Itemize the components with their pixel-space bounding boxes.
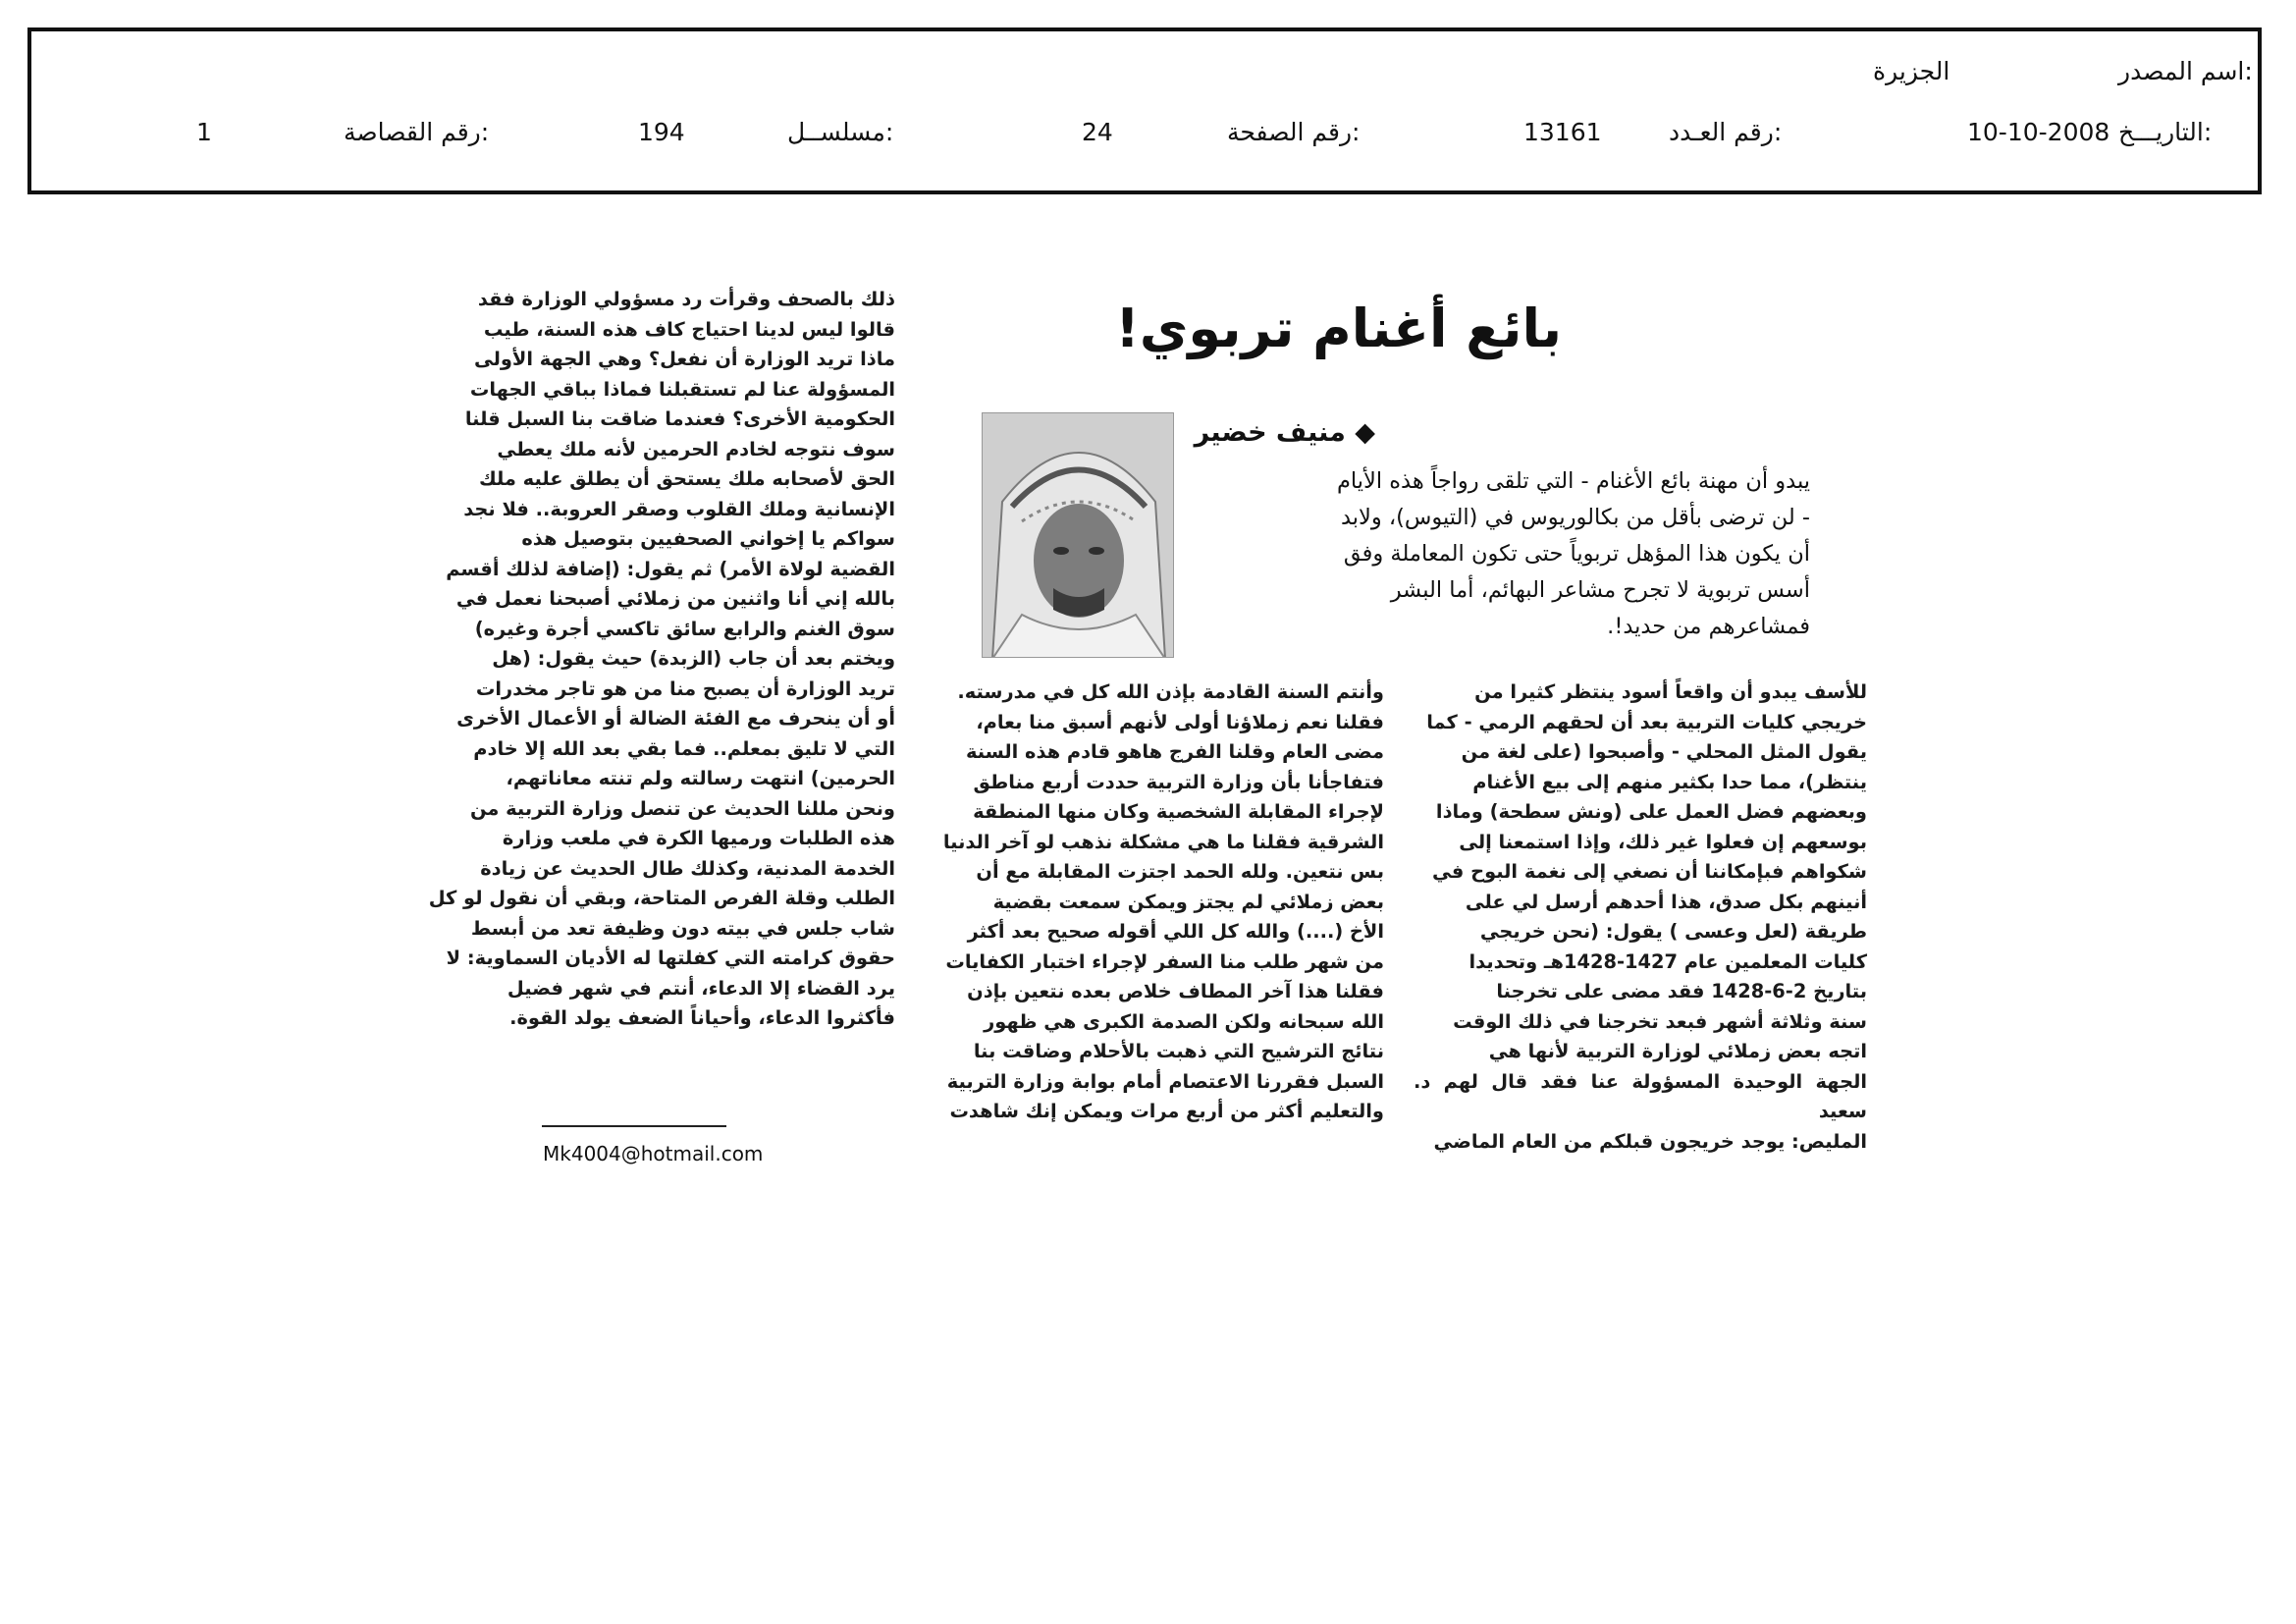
- column-line: الأخ (....) والله كل اللي أقوله صحيح بعد أكثر: [967, 920, 1384, 943]
- column-line: بالله إني أنا واثنين من زملائي أصبحنا نعمل في: [455, 587, 895, 610]
- clipping-label: رقم القصاصة:: [344, 118, 490, 146]
- column-line: أنينهم بكل صدق، هذا أحدهم أرسل لي على: [1465, 890, 1867, 913]
- column-line: سنة وثلاثة أشهر فبعد تخرجنا في ذلك الوقت: [1453, 1009, 1867, 1033]
- page-value: 24: [1082, 118, 1113, 146]
- column-line: شكواهم فبإمكاننا أن نصغي إلى نغمة البوح في: [1432, 860, 1867, 883]
- column-line: وبعضهم فضل العمل على (ونش سطحة) وماذا: [1435, 800, 1867, 823]
- column-line: يقول المثل المحلي - وأصبحوا (على لغة من: [1461, 740, 1867, 763]
- column-line: فتفاجأنا بأن وزارة التربية حددت أربع مناطق: [973, 770, 1384, 793]
- column-line: الشرقية فقلنا ما هي مشكلة نذهب لو آخر الدنيا: [942, 830, 1384, 853]
- column-line: ينتظر)، مما حدا بكثير منهم إلى بيع الأغنام: [1472, 770, 1867, 793]
- column-line: وأنتم السنة القادمة بإذن الله كل في مدرسته.: [957, 680, 1384, 703]
- author-byline: ◆ منيف خضير: [1194, 417, 1375, 448]
- intro-line: أسس تربوية لا تجرح مشاعر البهائم، أما البشر: [1390, 577, 1810, 603]
- date-label: التاريـــخ:: [2118, 118, 2213, 146]
- column-line: بعض زملائي لم يجتز ويمكن سمعت بقضية: [992, 890, 1384, 913]
- article-intro: [1207, 463, 1810, 645]
- column-line: كليات المعلمين عام 1427-1428هـ وتحديدا: [1468, 949, 1867, 973]
- column-line: لإجراء المقابلة الشخصية وكان منها المنطقة: [973, 800, 1384, 823]
- clipping-metadata-box: [27, 27, 2262, 194]
- column-line: مضى العام وقلنا الفرج هاهو قادم هذه السنة: [965, 740, 1384, 763]
- article-column-right: [1414, 677, 1867, 1157]
- column-line: التي لا تليق بمعلم.. فما بقي بعد الله إلا خادم: [473, 736, 895, 760]
- column-line: الحكومية الأخرى؟ فعندما ضاقت بنا السبل قلنا: [464, 407, 895, 430]
- column-line: ونحن مللنا الحديث عن تنصل وزارة التربية من: [469, 796, 895, 820]
- column-line: الحق لأصحابه ملك يستحق أن يطلق عليه ملك: [478, 467, 895, 490]
- column-line: ذلك بالصحف وقرأت رد مسؤولي الوزارة فقد: [477, 288, 895, 310]
- intro-line: فمشاعرهم من حديد!.: [1607, 614, 1810, 639]
- column-line: الإنسانية وملك القلوب وصقر العروبة.. فلا نجد: [463, 497, 895, 520]
- column-line: الله سبحانه ولكن الصدمة الكبرى هي ظهور: [984, 1009, 1384, 1033]
- column-line: فقلنا هذا آخر المطاف خلاص بعده نتعين بإذن: [967, 980, 1384, 1002]
- column-line: سواكم يا إخواني الصحفيين بتوصيل هذه: [521, 527, 895, 550]
- column-line: طريقة (لعل وعسى ) يقول: (نحن خريجي: [1479, 920, 1867, 943]
- column-line: الجهة الوحيدة المسؤولة عنا فقد قال لهم د. سعيد: [1414, 1069, 1867, 1122]
- column-line: بتاريخ 2-6-1428 فقد مضى على تخرجنا: [1496, 980, 1867, 1002]
- column-line: سوق الغنم والرابع سائق تاكسي أجرة وغيره): [474, 617, 895, 640]
- source-value: الجزيرة: [1873, 57, 1950, 85]
- date-value: 10-10-2008: [1967, 118, 2110, 146]
- author-portrait-image: [983, 413, 1174, 658]
- article-title: بائع أغنام تربوي!: [1115, 298, 1562, 359]
- issue-value: 13161: [1523, 118, 1602, 146]
- column-line: فأكثروا الدعاء، وأحياناً الضعف يولد القوة.: [509, 1006, 895, 1029]
- intro-line: يبدو أن مهنة بائع الأغنام - التي تلقى رواجاً هذه الأيام: [1336, 468, 1810, 494]
- column-line: تريد الوزارة أن يصبح منا من هو تاجر مخدرات: [475, 677, 895, 700]
- issue-label: رقم العـدد:: [1669, 118, 1783, 146]
- article-column-middle: [923, 677, 1384, 1127]
- column-line: هذه الطلبات ورميها الكرة في ملعب وزارة: [502, 827, 895, 849]
- column-line: السبل فقررنا الاعتصام أمام بوابة وزارة التربية: [946, 1069, 1384, 1093]
- column-line: اتجه بعض زملائي لوزارة التربية لأنها هي: [1488, 1040, 1867, 1062]
- column-line: للأسف يبدو أن واقعاً أسود ينتظر كثيرا من: [1474, 680, 1867, 703]
- column-line: شاب جلس في بيته دون وظيفة تعد من أبسط: [470, 916, 895, 940]
- page-label: رقم الصفحة:: [1227, 118, 1361, 146]
- column-line: القضية لولاة الأمر) ثم يقول: (إضافة لذلك أقسم: [446, 557, 895, 580]
- column-line: فقلنا نعم زملاؤنا أولى لأنهم أسبق منا بعام،: [976, 710, 1384, 733]
- intro-line: - لن ترضى بأقل من بكالوريوس في (التيوس)، ولابد: [1340, 505, 1810, 530]
- column-line: حقوق كرامته التي كفلتها له الأديان السماوية: لا: [446, 947, 895, 969]
- column-line: خريجي كليات التربية بعد أن لحقهم الرمي - كما: [1426, 710, 1867, 733]
- column-line: يرد القضاء إلا الدعاء، أنتم في شهر فضيل: [507, 976, 895, 1000]
- column-line: من شهر طلب منا السفر لإجراء اختبار الكفايات: [945, 949, 1384, 973]
- column-line: والتعليم أكثر من أربع مرات ويمكن إنك شاهدت: [949, 1100, 1384, 1122]
- column-line: سوف نتوجه لخادم الحرمين لأنه ملك يعطي: [497, 437, 895, 460]
- column-line: نتائج الترشيح التي ذهبت بالأحلام وضاقت بنا: [973, 1040, 1384, 1062]
- article-column-left: [422, 285, 895, 1034]
- author-photo: [982, 412, 1174, 658]
- column-line: بوسعهم إن فعلوا غير ذلك، وإذا استمعنا إلى: [1459, 830, 1867, 853]
- column-line: قالوا ليس لدينا احتياج كاف هذه السنة، طيب: [483, 317, 895, 341]
- intro-line: أن يكون هذا المؤهل تربوياً حتى تكون المعاملة وفق: [1343, 541, 1810, 567]
- column-line: الخدمة المدنية، وكذلك طال الحديث عن زيادة: [480, 856, 895, 880]
- column-line: المليص: يوجد خريجون قبلكم من العام الماضي: [1433, 1129, 1867, 1153]
- source-label: اسم المصدر:: [2118, 57, 2253, 85]
- column-line: ماذا تريد الوزارة أن نفعل؟ وهي الجهة الأولى: [473, 348, 895, 370]
- column-line: المسؤولة عنا لم تستقبلنا فماذا بباقي الجهات: [469, 377, 895, 401]
- column-line: ويختم بعد أن جاب (الزبدة) حيث يقول: (هل: [492, 647, 895, 670]
- column-line: الطلب وقلة الفرص المتاحة، وبقي أن نقول لو كل: [428, 887, 895, 909]
- email-separator-rule: [542, 1125, 726, 1127]
- column-line: أو أن ينحرف مع الفئة الضالة أو الأعمال الأخرى: [456, 707, 895, 730]
- author-email: Mk4004@hotmail.com: [543, 1142, 764, 1165]
- column-line: بس نتعين. ولله الحمد اجتزت المقابلة مع أن: [976, 860, 1384, 883]
- column-line: الحرمين) انتهت رسالته ولم تنته معاناتهم،: [506, 767, 895, 789]
- serial-label: مسلســل:: [787, 118, 894, 146]
- serial-value: 194: [638, 118, 685, 146]
- clipping-value: 1: [196, 118, 212, 146]
